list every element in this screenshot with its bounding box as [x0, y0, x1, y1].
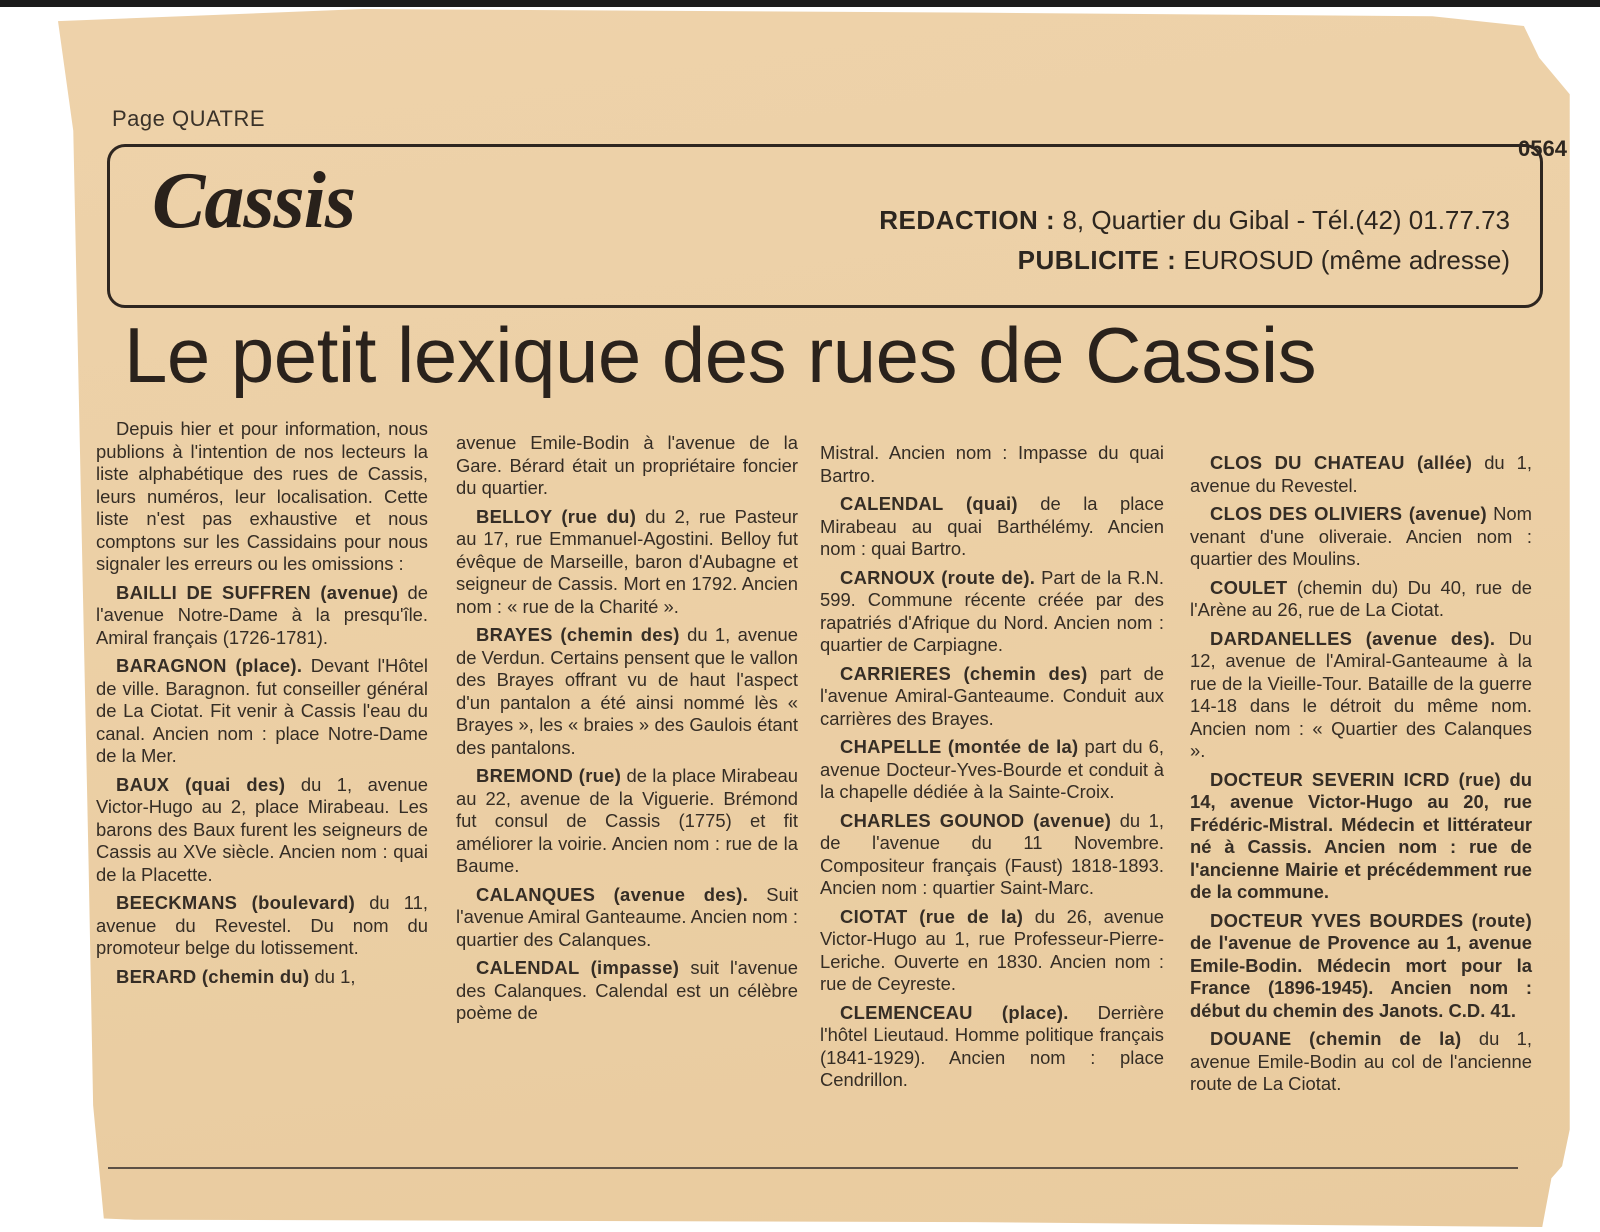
article-paragraph [96, 418, 428, 576]
street-description: Nom venant d'une oliveraie. Ancien nom : quartier des Moulins. [1190, 503, 1532, 569]
redaction-line [879, 200, 1510, 240]
street-description: du 26, avenue Victor-Hugo au 1, rue Professeur-Pierre-Leriche. Ouverte en 1830. Ancien nom : rue de Ceyreste. [820, 905, 1164, 994]
street-name: CARRIERES (chemin des) [840, 662, 1088, 684]
street-description: Devant l'Hôtel de ville. Baragnon. fut conseiller général de La Ciotat. Fit venir à Cassis l'eau du canal. Ancien nom : place Notre-Dame de la Mer. [96, 655, 428, 766]
street-description: (chemin du) Du 40, rue de l'Arène au 26, rue de La Ciotat. [1190, 576, 1532, 620]
street-description: part du 6, avenue Docteur-Yves-Bourde et conduit à la chapelle dédiée à la Sainte-Croix. [820, 736, 1164, 802]
street-name: CLEMENCEAU (place). [840, 1001, 1069, 1023]
lexicon-entry [820, 810, 1164, 900]
page-label: Page QUATRE [112, 106, 266, 131]
lexicon-entry [96, 892, 428, 960]
street-description: de la place Mirabeau au 22, avenue de la Viguerie. Brémond fut consul de Cassis (1775) et fit améliorer la voirie. Ancien nom : rue de la Baume. [456, 765, 798, 876]
street-description: suit l'avenue des Calanques. Calendal est un célèbre poème de [456, 957, 798, 1023]
article-column-4 [1190, 452, 1532, 1102]
street-description: de la place Mirabeau au quai Barthélémy. Ancien nom : quai Bartro. [820, 493, 1164, 559]
lexicon-entry [96, 582, 428, 650]
street-name: CLOS DU CHATEAU (allée) [1210, 452, 1473, 473]
street-name: DOCTEUR YVES BOURDES (route) [1210, 909, 1532, 931]
street-description: du 1, avenue de Verdun. Certains pensent que le vallon des Brayes offrant vu de haut l'aspect d'un pantalon a été ainsi nommé lès « Brayes », les « braies » des Gaulois étant des pantalons. [456, 624, 798, 758]
article-column-1 [96, 418, 428, 994]
lexicon-entry [820, 906, 1164, 996]
lexicon-entry [456, 884, 798, 952]
bottom-rule [108, 1167, 1518, 1169]
street-description: avenue Emile-Bodin à l'avenue de la Gare. Bérard était un propriétaire foncier du quartier. [456, 432, 798, 498]
street-description: de l'avenue de Provence au 1, avenue Emile-Bodin. Médecin mort pour la France (1896-1945). Ancien nom : début du chemin des Janots. C.D. 41. [1190, 932, 1532, 1021]
lexicon-entry [820, 493, 1164, 561]
lexicon-entry [1190, 628, 1532, 763]
street-name: CHARLES GOUNOD (avenue) [840, 809, 1112, 831]
street-name: CHAPELLE (montée de la) [840, 736, 1079, 757]
article-column-3 [820, 442, 1164, 1098]
street-name: BRAYES (chemin des) [476, 624, 680, 645]
street-name: DOCTEUR SEVERIN ICRD (rue) [1210, 768, 1501, 790]
street-name: BERARD (chemin du) [116, 965, 310, 987]
lexicon-entry [1190, 769, 1532, 904]
street-description: du 1, de l'avenue du 11 Novembre. Compositeur français (Faust) 1818-1893. Ancien nom : quartier Saint-Marc. [820, 809, 1164, 898]
publicite-line [879, 240, 1510, 280]
street-name: COULET [1210, 576, 1288, 598]
lexicon-entry [96, 966, 428, 989]
street-description: Part de la R.N. 599. Commune récente créée par des rapatriés d'Afrique du Nord. Ancien nom : quartier de Carpiagne. [820, 566, 1164, 655]
redaction-label: REDACTION : [879, 205, 1056, 235]
lexicon-entry [96, 655, 428, 768]
street-name: BELLOY (rue du) [476, 505, 637, 527]
street-name: CLOS DES OLIVIERS (avenue) [1210, 503, 1487, 524]
street-name: CARNOUX (route de). [840, 566, 1036, 588]
lexicon-entry [456, 957, 798, 1025]
street-description: du 14, avenue Victor-Hugo au 20, rue Frédéric-Mistral. Médecin et littérateur né à Cassis. Ancien nom : rue de l'ancienne Mairie et précédemment rue de la commune. [1190, 768, 1532, 902]
lexicon-entry [1190, 503, 1532, 571]
street-description: du 1, avenue du Revestel. [1190, 452, 1532, 496]
article-column-2 [456, 432, 798, 1031]
publicite-text: EUROSUD (même adresse) [1183, 245, 1510, 275]
street-description: Derrière l'hôtel Lieutaud. Homme politique français (1841-1929). Ancien nom : place Cendrillon. [820, 1001, 1164, 1090]
lexicon-entry [456, 624, 798, 759]
article-paragraph [820, 442, 1164, 487]
street-description: Du 12, avenue de l'Amiral-Ganteaume à la rue de la Vieille-Tour. Bataille de la guerre 14-18 dans le détroit du même nom. Ancien nom : « Quartier des Calanques ». [1190, 627, 1532, 761]
scan-top-border [0, 0, 1600, 7]
lexicon-entry [96, 774, 428, 887]
street-name: CALENDAL (quai) [840, 493, 1018, 514]
page-number: 0564 [1518, 136, 1567, 161]
street-name: CALANQUES (avenue des). [476, 883, 749, 905]
redaction-text: 8, Quartier du Gibal - Tél.(42) 01.77.73 [1062, 205, 1510, 235]
lexicon-entry [1190, 452, 1532, 497]
street-description: du 2, rue Pasteur au 17, rue Emmanuel-Agostini. Belloy fut évêque de Marseille, baron d'Aubagne et seigneur de Cassis. Mort en 1792. Ancien nom : « rue de la Charité ». [456, 505, 798, 617]
lexicon-entry [1190, 910, 1532, 1023]
street-description: part de l'avenue Amiral-Ganteaume. Conduit aux carrières des Brayes. [820, 662, 1164, 729]
publicite-label: PUBLICITE : [1017, 245, 1177, 275]
street-description: du 11, avenue du Revestel. Du nom du promoteur belge du lotissement. [96, 892, 428, 958]
lexicon-entry [456, 506, 798, 619]
street-description: de l'avenue Notre-Dame à la presqu'île. Amiral français (1726-1781). [96, 581, 428, 648]
street-description: du 1, avenue Victor-Hugo au 2, place Mirabeau. Les barons des Baux furent les seigneurs de Cassis au XVe siècle. Ancien nom : quai de la Placette. [96, 773, 428, 885]
street-name: CALENDAL (impasse) [476, 957, 680, 978]
article-headline: Le petit lexique des rues de Cassis [124, 311, 1317, 399]
lexicon-entry [820, 736, 1164, 804]
street-name: BAUX (quai des) [116, 773, 286, 795]
street-description: du 1, [314, 965, 356, 987]
lexicon-entry [1190, 577, 1532, 622]
lexicon-entry [820, 663, 1164, 731]
street-name: BAILLI DE SUFFREN (avenue) [116, 581, 399, 603]
masthead-title: Cassis [152, 157, 355, 245]
street-name: CIOTAT (rue de la) [840, 905, 1024, 927]
street-name: BEECKMANS (boulevard) [116, 892, 356, 913]
street-name: DOUANE (chemin de la) [1210, 1028, 1462, 1049]
lexicon-entry [820, 1002, 1164, 1092]
lexicon-entry [1190, 1028, 1532, 1096]
street-description: Mistral. Ancien nom : Impasse du quai Bartro. [820, 442, 1164, 486]
article-paragraph [456, 432, 798, 500]
street-description: Depuis hier et pour information, nous publions à l'intention de nos lecteurs la liste alphabétique des rues de Cassis, leurs numéros, leur localisation. Cette liste n'est pas exhaustive et nous comptons sur les Cassidains pour nous signaler les erreurs ou les omissions : [96, 418, 428, 574]
street-name: BREMOND (rue) [476, 765, 622, 786]
street-name: DARDANELLES (avenue des). [1210, 627, 1496, 649]
street-name: BARAGNON (place). [116, 655, 303, 676]
street-description: du 1, avenue Emile-Bodin au col de l'ancienne route de La Ciotat. [1190, 1028, 1532, 1094]
street-description: Suit l'avenue Amiral Ganteaume. Ancien nom : quartier des Calanques. [456, 883, 798, 950]
contact-info [879, 200, 1510, 280]
lexicon-entry [820, 567, 1164, 657]
lexicon-entry [456, 765, 798, 878]
